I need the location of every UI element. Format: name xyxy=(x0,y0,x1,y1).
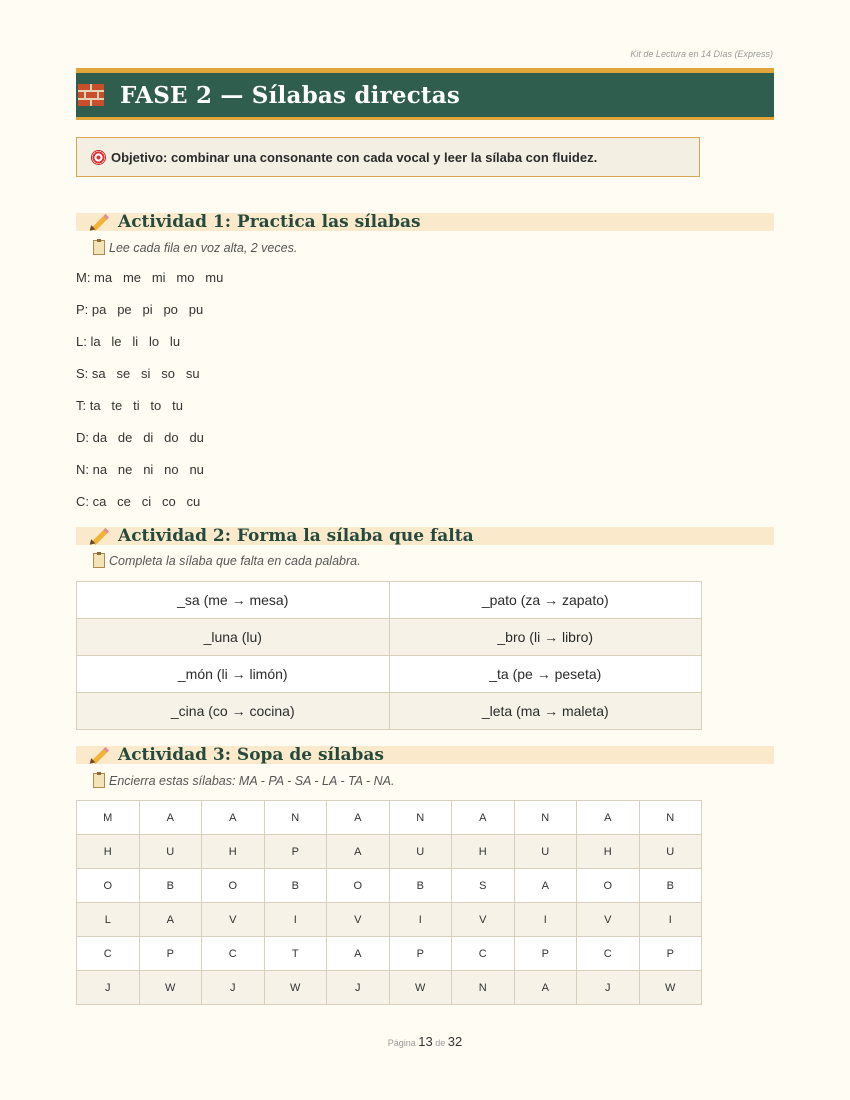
grid-cell[interactable]: J xyxy=(577,971,640,1005)
grid-cell[interactable]: M xyxy=(77,801,140,835)
grid-cell[interactable]: H xyxy=(202,835,265,869)
pencil-icon xyxy=(90,529,104,543)
grid-cell[interactable]: I xyxy=(389,903,452,937)
grid-cell[interactable]: P xyxy=(139,937,202,971)
grid-cell[interactable]: C xyxy=(77,937,140,971)
table-cell: _món (li → limón) xyxy=(77,656,390,693)
grid-row xyxy=(77,801,702,835)
grid-cell[interactable]: N xyxy=(639,801,702,835)
table-cell: _bro (li → libro) xyxy=(389,619,702,656)
grid-cell[interactable]: V xyxy=(327,903,390,937)
table-cell: _pato (za → zapato) xyxy=(389,582,702,619)
target-icon xyxy=(91,150,106,165)
grid-cell[interactable]: S xyxy=(452,869,515,903)
grid-cell[interactable]: N xyxy=(389,801,452,835)
grid-cell[interactable]: O xyxy=(327,869,390,903)
activity3-heading xyxy=(76,746,774,764)
grid-cell[interactable]: I xyxy=(264,903,327,937)
activity1-instruction xyxy=(93,240,297,255)
grid-cell[interactable]: P xyxy=(264,835,327,869)
grid-cell[interactable]: A xyxy=(139,801,202,835)
pencil-icon xyxy=(90,215,104,229)
table-row xyxy=(77,656,702,693)
grid-cell[interactable]: W xyxy=(389,971,452,1005)
grid-cell[interactable]: I xyxy=(639,903,702,937)
syllable-row-n: N: na ne ni no nu xyxy=(76,462,204,477)
table-row xyxy=(77,582,702,619)
grid-row xyxy=(77,937,702,971)
grid-cell[interactable]: P xyxy=(389,937,452,971)
activity3-instruction-text: Encierra estas sílabas: MA - PA - SA - LA - TA - NA. xyxy=(109,773,395,788)
syllable-row-m: M: ma me mi mo mu xyxy=(76,270,224,285)
activity2-heading xyxy=(76,527,774,545)
table-cell: _sa (me → mesa) xyxy=(77,582,390,619)
grid-cell[interactable]: U xyxy=(514,835,577,869)
grid-cell[interactable]: O xyxy=(77,869,140,903)
brick-icon xyxy=(78,84,104,106)
running-header: Kit de Lectura en 14 Días (Express) xyxy=(630,49,773,59)
page-word: Página xyxy=(387,1038,416,1048)
grid-cell[interactable]: U xyxy=(639,835,702,869)
grid-cell[interactable]: U xyxy=(389,835,452,869)
page-total: 32 xyxy=(447,1034,463,1049)
activity3-title: Actividad 3: Sopa de sílabas xyxy=(118,745,384,765)
syllable-row-p: P: pa pe pi po pu xyxy=(76,302,204,317)
grid-cell[interactable]: C xyxy=(202,937,265,971)
grid-cell[interactable]: H xyxy=(452,835,515,869)
activity1-heading xyxy=(76,213,774,231)
grid-cell[interactable]: N xyxy=(264,801,327,835)
grid-cell[interactable]: U xyxy=(139,835,202,869)
grid-cell[interactable]: W xyxy=(639,971,702,1005)
clipboard-icon xyxy=(93,773,105,788)
grid-cell[interactable]: A xyxy=(327,801,390,835)
phase-banner xyxy=(76,68,774,120)
grid-cell[interactable]: W xyxy=(139,971,202,1005)
grid-cell[interactable]: B xyxy=(389,869,452,903)
grid-row xyxy=(77,869,702,903)
syllable-row-c: C: ca ce ci co cu xyxy=(76,494,201,509)
clipboard-icon xyxy=(93,240,105,255)
grid-cell[interactable]: J xyxy=(77,971,140,1005)
grid-cell[interactable]: H xyxy=(577,835,640,869)
grid-cell[interactable]: H xyxy=(77,835,140,869)
grid-cell[interactable]: V xyxy=(202,903,265,937)
clipboard-icon xyxy=(93,553,105,568)
of-word: de xyxy=(435,1038,446,1048)
page-footer xyxy=(0,1034,850,1049)
grid-row xyxy=(77,903,702,937)
grid-cell[interactable]: A xyxy=(452,801,515,835)
grid-cell[interactable]: A xyxy=(514,971,577,1005)
grid-cell[interactable]: N xyxy=(514,801,577,835)
syllable-row-t: T: ta te ti to tu xyxy=(76,398,183,413)
table-cell: _luna (lu) xyxy=(77,619,390,656)
activity3-instruction xyxy=(93,773,395,788)
grid-cell[interactable]: B xyxy=(639,869,702,903)
grid-cell[interactable]: A xyxy=(139,903,202,937)
table-row xyxy=(77,693,702,730)
grid-cell[interactable]: L xyxy=(77,903,140,937)
activity1-title: Actividad 1: Practica las sílabas xyxy=(118,212,421,232)
grid-cell[interactable]: A xyxy=(327,937,390,971)
phase-title: FASE 2 — Sílabas directas xyxy=(120,81,460,109)
objective-text: Objetivo: combinar una consonante con cada vocal y leer la sílaba con fluidez. xyxy=(111,149,598,165)
table-cell: _ta (pe → peseta) xyxy=(389,656,702,693)
syllable-row-s: S: sa se si so su xyxy=(76,366,200,381)
grid-cell[interactable]: B xyxy=(139,869,202,903)
grid-cell[interactable]: V xyxy=(452,903,515,937)
table-cell: _leta (ma → maleta) xyxy=(389,693,702,730)
grid-cell[interactable]: B xyxy=(264,869,327,903)
page-number: 13 xyxy=(418,1034,433,1049)
grid-cell[interactable]: A xyxy=(202,801,265,835)
grid-cell[interactable]: O xyxy=(202,869,265,903)
grid-cell[interactable]: J xyxy=(327,971,390,1005)
table-row xyxy=(77,619,702,656)
table-cell: _cina (co → cocina) xyxy=(77,693,390,730)
grid-row xyxy=(77,835,702,869)
grid-cell[interactable]: P xyxy=(639,937,702,971)
grid-cell[interactable]: P xyxy=(514,937,577,971)
grid-cell[interactable]: N xyxy=(452,971,515,1005)
activity2-title: Actividad 2: Forma la sílaba que falta xyxy=(118,526,474,546)
grid-cell[interactable]: A xyxy=(577,801,640,835)
grid-cell[interactable]: W xyxy=(264,971,327,1005)
grid-cell[interactable]: V xyxy=(577,903,640,937)
objective-box xyxy=(76,137,700,177)
syllable-row-d: D: da de di do du xyxy=(76,430,204,445)
grid-cell[interactable]: A xyxy=(514,869,577,903)
grid-cell[interactable]: C xyxy=(452,937,515,971)
activity2-instruction-text: Completa la sílaba que falta en cada palabra. xyxy=(109,553,361,568)
grid-cell[interactable]: O xyxy=(577,869,640,903)
activity2-instruction xyxy=(93,553,361,568)
syllable-row-l: L: la le li lo lu xyxy=(76,334,181,349)
activity1-instruction-text: Lee cada fila en voz alta, 2 veces. xyxy=(109,240,298,255)
syllable-soup-grid xyxy=(76,800,702,1005)
grid-cell[interactable]: T xyxy=(264,937,327,971)
pencil-icon xyxy=(90,748,104,762)
grid-row xyxy=(77,971,702,1005)
missing-syllable-table xyxy=(76,581,702,730)
grid-cell[interactable]: J xyxy=(202,971,265,1005)
grid-cell[interactable]: A xyxy=(327,835,390,869)
grid-cell[interactable]: C xyxy=(577,937,640,971)
grid-cell[interactable]: I xyxy=(514,903,577,937)
